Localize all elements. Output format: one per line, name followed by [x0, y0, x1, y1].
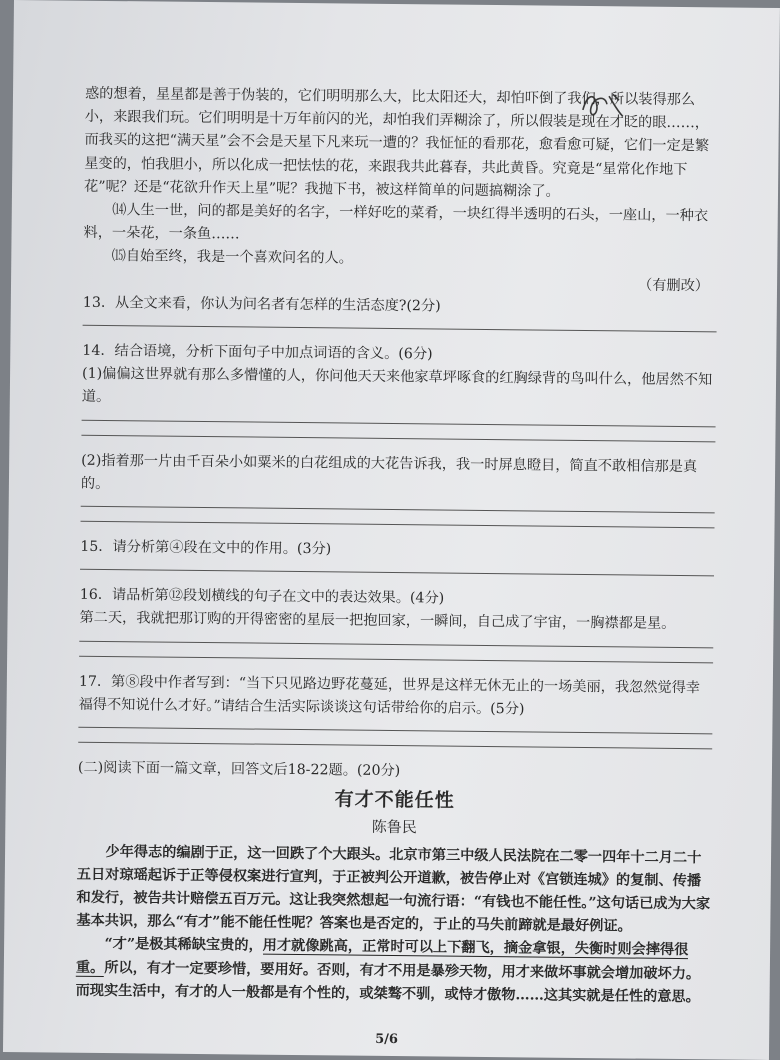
underlined-sentence: 用才就像跳高，正常时可以上下翻飞，摘金拿银，失衡时则会摔得很重。 — [75, 938, 689, 976]
article-paragraph-1: 少年得志的编剧于正，这一回跌了个大跟头。北京市第三中级人民法院在二零一四年十二月二十五日对琼瑶起诉于正等侵权案进行宣判，于正被判公开道歉，被告停止对《宫锁连城》的复制、传播和发行，被告共计赔偿五百万元。这让我突然想起一句流行语：“有钱也不能任性。”这句话已成为大家基本共识，那么“有才”能不能任性呢？答案也是否定的，于止的马失前蹄就是最好例证。 — [76, 843, 711, 935]
article-paragraph-2 — [76, 933, 711, 1009]
question-16-quote: 第二天，我就把那订购的开得密密的星辰一把抱回家，一瞬间，自己成了宇宙，一胸襟都是星。 — [79, 610, 676, 633]
passage-paragraph-14: ⒁人生一世，问的都是美好的名字，一样好吃的菜肴，一块红得半透明的石头，一座山，一种衣料，一朵花，一条鱼…… — [83, 202, 709, 243]
page-content — [76, 83, 720, 1010]
answer-line[interactable] — [81, 506, 715, 514]
answer-line[interactable] — [80, 569, 714, 577]
passage-paragraph-15: ⒂自始至终，我是一个喜欢问名的人。 — [111, 248, 353, 267]
question-17: 17．第⑧段中作者写到：“当下只见路边野花蔓延，世界是这样无休无止的一场美丽，我忽然觉得幸福得不知说什么才好。”请结合生活实际谈谈这句话带给你的启示。(5分) — [78, 673, 701, 718]
question-14-part-2: (2)指着那一片由千百朵小如粟米的白花组成的大花告诉我，我一时屏息瞪目，简直不敢相信那是真的。 — [80, 452, 698, 492]
question-14: 14．结合语境，分析下面句子中加点词语的含义。(6分) — [82, 342, 433, 363]
article-title: 有才不能任性 — [334, 788, 455, 812]
question-16: 16．请品析第⑫段划横线的句子在文中的表达效果。(4分) — [79, 586, 445, 607]
answer-line[interactable] — [78, 742, 712, 750]
answer-line[interactable] — [82, 419, 716, 427]
answer-line[interactable] — [83, 325, 717, 333]
exam-sheet — [3, 0, 780, 1060]
page-number: 5/6 — [375, 1031, 399, 1048]
paragraph-2-rest: 所以，有才一定要珍惜，要用好。否则，有才不用是暴殄天物，用才来做坏事就会增加破坏力。而现实生活中，有才的人一般都是有个性的，或桀骜不驯，或恃才傲物……这其实就是任性的意思。 — [75, 959, 701, 1006]
article-author: 陈鲁民 — [371, 818, 417, 837]
answer-line[interactable] — [81, 521, 715, 529]
answer-line[interactable] — [79, 655, 713, 663]
answer-line[interactable] — [79, 640, 713, 648]
answer-line[interactable] — [78, 727, 712, 735]
passage-paragraph: 惑的想着，星星都是善于伪装的，它们明明那么大，比太阳还大，却怕吓倒了我们，所以装得那么小，来跟我们玩。它们明明是十万年前闪的光，却怕我们弄糊涂了，所以假装是现在才眨的眼……，而我买的这把“满天星”会不会是天星下凡来玩一遭的？我怔怔的看那花，愈看愈可疑，它们一定是繁星变的，怕我胆小，所以化成一把怯怯的花，来跟我共此暮春，共此黄昏。究竟是“星常化作地下花”呢？还是“花欲升作天上星”呢？我抛下书，被这样简单的问题搞糊涂了。 — [83, 85, 710, 200]
answer-line[interactable] — [81, 434, 715, 442]
question-13: 13．从全文来看，你认为问名者有怎样的生活态度?(2分) — [82, 294, 441, 315]
edited-note: （有删改） — [638, 277, 710, 294]
question-14-part-1: (1)偏偏这世界就有那么多懵懂的人，你问他天天来他家草坪啄食的红胸绿背的鸟叫什么，他居然不知道。 — [81, 365, 713, 406]
section-2-header: (二)阅读下面一篇文章，回答文后18-22题。(20分) — [77, 759, 401, 780]
question-15: 15．请分析第④段在文中的作用。(3分) — [80, 538, 332, 558]
paragraph-2-start: “才”是极其稀缺宝贵的， — [104, 936, 263, 955]
